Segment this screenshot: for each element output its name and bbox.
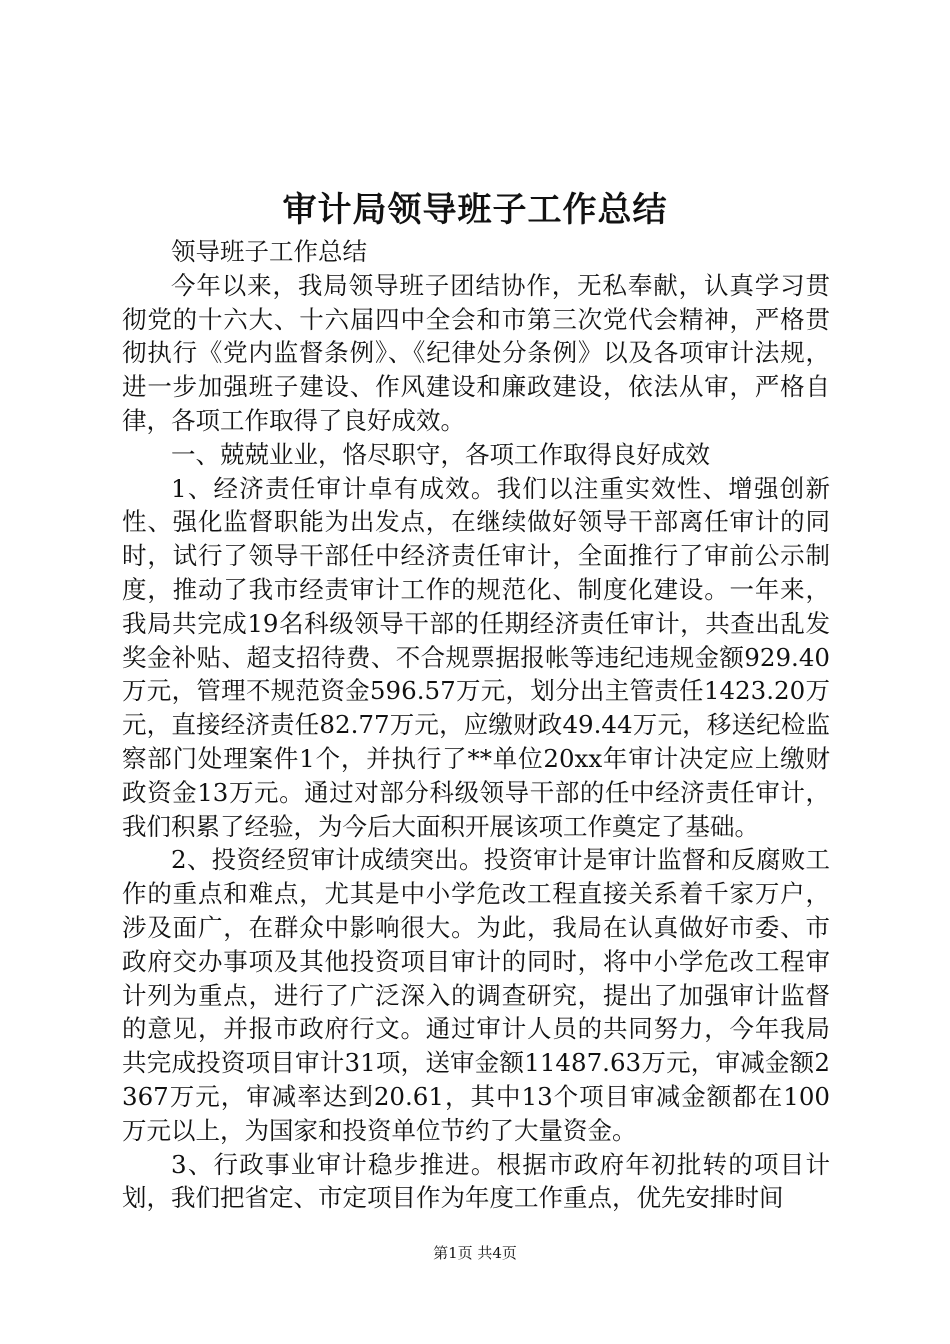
- page-number-footer: 第1页 共4页: [433, 1244, 517, 1262]
- document-body: [122, 235, 830, 1215]
- paragraph-intro: 今年以来，我局领导班子团结协作，无私奉献，认真学习贯彻党的十六大、十六届四中全会和市第三次党代会精神，严格贯彻执行《党内监督条例》、《纪律处分条例》以及各项审计法规，进一步加强班子建设、作风建设和廉政建设，依法从审，严格自律，各项工作取得了良好成效。: [122, 270, 830, 435]
- paragraph-subtitle: 领导班子工作总结: [171, 237, 367, 266]
- paragraph-economic-audit: 1、经济责任审计卓有成效。我们以注重实效性、增强创新性、强化监督职能为出发点，在继续做好领导干部离任审计的同时，试行了领导干部任中经济责任审计，全面推行了审前公示制度，推动了我市经责审计工作的规范化、制度化建设。一年来，我局共完成19名科级领导干部的任期经济责任审计，共查出乱发奖金补贴、超支招待费、不合规票据报帐等违纪违规金额929.40万元，管理不规范资金596.57万元，划分出主管责任1423.20万元，直接经济责任82.77万元，应缴财政49.44万元，移送纪检监察部门处理案件1个，并执行了**单位20xx年审计决定应上缴财政资金13万元。通过对部分科级领导干部的任中经济责任审计，我们积累了经验，为今后大面积开展该项工作奠定了基础。: [122, 473, 830, 841]
- document-title: 审计局领导班子工作总结: [282, 190, 668, 230]
- paragraph-administrative-audit: 3、行政事业审计稳步推进。根据市政府年初批转的项目计划，我们把省定、市定项目作为年度工作重点，优先安排时间: [122, 1149, 830, 1213]
- paragraph-investment-audit: 2、投资经贸审计成绩突出。投资审计是审计监督和反腐败工作的重点和难点，尤其是中小学危改工程直接关系着千家万户，涉及面广，在群众中影响很大。为此，我局在认真做好市委、市政府交办事项及其他投资项目审计的同时，将中小学危改工程审计列为重点，进行了广泛深入的调查研究，提出了加强审计监督的意见，并报市政府行文。通过审计人员的共同努力，今年我局共完成投资项目审计31项，送审金额11487.63万元，审减金额2367万元，审减率达到20.61，其中13个项目审减金额都在100万元以上，为国家和投资单位节约了大量资金。: [122, 845, 830, 1145]
- section-heading-1: 一、兢兢业业，恪尽职守，各项工作取得良好成效: [171, 439, 710, 469]
